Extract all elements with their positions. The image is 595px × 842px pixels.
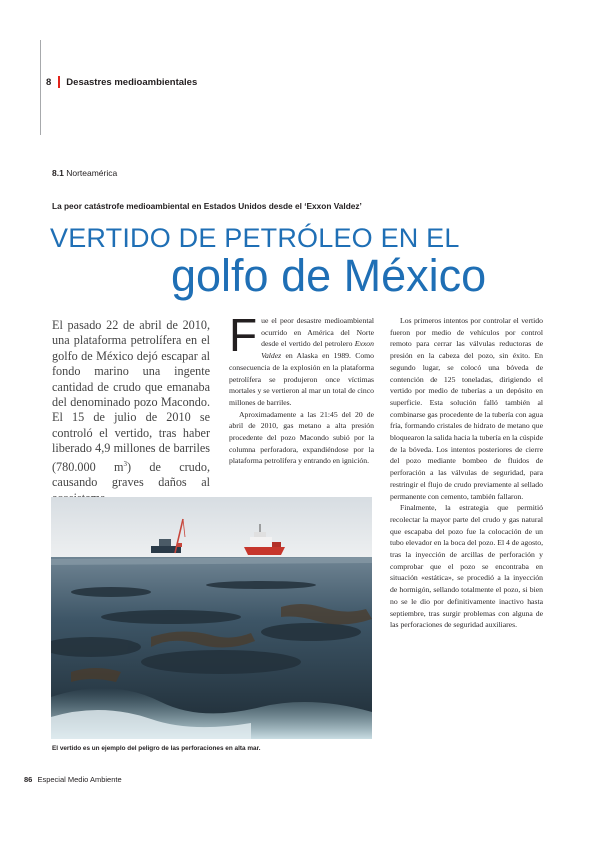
body-column-2 [390, 315, 543, 631]
article-kicker: La peor catástrofe medioambiental en Estados Unidos desde el ‘Exxon Valdez’ [52, 201, 362, 211]
photo-caption: El vertido es un ejemplo del peligro de las perforaciones en alta mar. [52, 745, 261, 752]
section-name: Norteamérica [66, 168, 118, 178]
section-number: 8.1 [52, 168, 64, 178]
lead-text: El pasado 22 de abril de 2010, una plataforma petrolífera en el golfo de México dejó escapar al fondo marino una ingente cantidad de crudo que emanaba del denominado pozo Macondo. El 15 de julio de 2010 se controló el vertido, tras haber liberado 4,9 millones de barriles (780.000 m [52, 318, 210, 474]
chapter-number: 8 [46, 76, 52, 88]
page-footer [24, 775, 122, 784]
section-label [52, 168, 117, 178]
body-paragraph: Aproximadamente a las 21:45 del 20 de abril de 2010, gas metano a alta presión procedente del pozo Macondo subió por la columna perforadora, expandiéndose por la plataforma petrolífera y entrando en ignición. [229, 409, 374, 466]
lead-superscript: 3 [123, 459, 127, 468]
oil-spill-photo [51, 497, 372, 739]
body-column-1 [229, 309, 374, 467]
page-number: 86 [24, 775, 33, 784]
lead-tail: ) de crudo, causando graves daños al [52, 459, 210, 490]
running-header [46, 76, 197, 88]
lead-paragraph [52, 318, 210, 506]
article-title-line2: golfo de México [171, 250, 487, 301]
body-paragraph: Finalmente, la estrategia que permitió recolectar la mayor parte del crudo y gas natural que escapaba del pozo fue la colocación de un tubo elevador en la boca del pozo. El 4 de agosto, tras la inyección de arcillas de perforación y comprobar que el pozo se encontraba en situación «estática», se procedió a la inyección de hormigón, sellando totalmente el pozo, si bien no se le dio por definitivamente inactivo hasta septiembre, tras surgir problemas con alguna de las perforaciones de seguridad auxiliares. [390, 503, 543, 630]
header-red-bar [58, 76, 60, 88]
page-margin-rule [40, 40, 41, 135]
publication-name: Especial Medio Ambiente [37, 775, 122, 784]
ship-name: Exxon Valdez [261, 339, 374, 361]
article-title-line1: VERTIDO DE PETRÓLEO EN EL [50, 223, 460, 253]
body-paragraph: Los primeros intentos por controlar el vertido fueron por medio de vehículos por control remoto para cerrar las válvulas reductoras de presión en la cabeza del pozo, sin éxito. En segundo lugar, se colocó una bóveda de contención de 125 toneladas, dirigiendo el vertido por medio de tuberías a un depósito en superficie. Esta solución falló también al combinarse gas procedente de la tubería con agua fría, formando cristales de hidrato de metano que bloquearon la salida hacia la tubería en la cúspide de la bóveda. Los intentos posteriores de cierre del pozo mediante bombeo de fluidos de perforación a las válvulas de seguridad, para restringir el flujo de crudo previamente al sellado permanente con cemento, también fallaron. [390, 316, 543, 501]
drop-cap: F [229, 309, 258, 361]
chapter-title: Desastres medioambientales [66, 76, 198, 88]
body-paragraph [229, 309, 374, 409]
body-text: ue el peor desastre medioambiental ocurrido en América del Norte desde el vertido del petrolero [261, 316, 374, 349]
body-text: en Alaska en 1989. Como consecuencia de la explosión en la plataforma petrolífera se produjeron once víctimas mortales y se vertieron al mar un total de cinco millones de barriles. [229, 351, 374, 407]
